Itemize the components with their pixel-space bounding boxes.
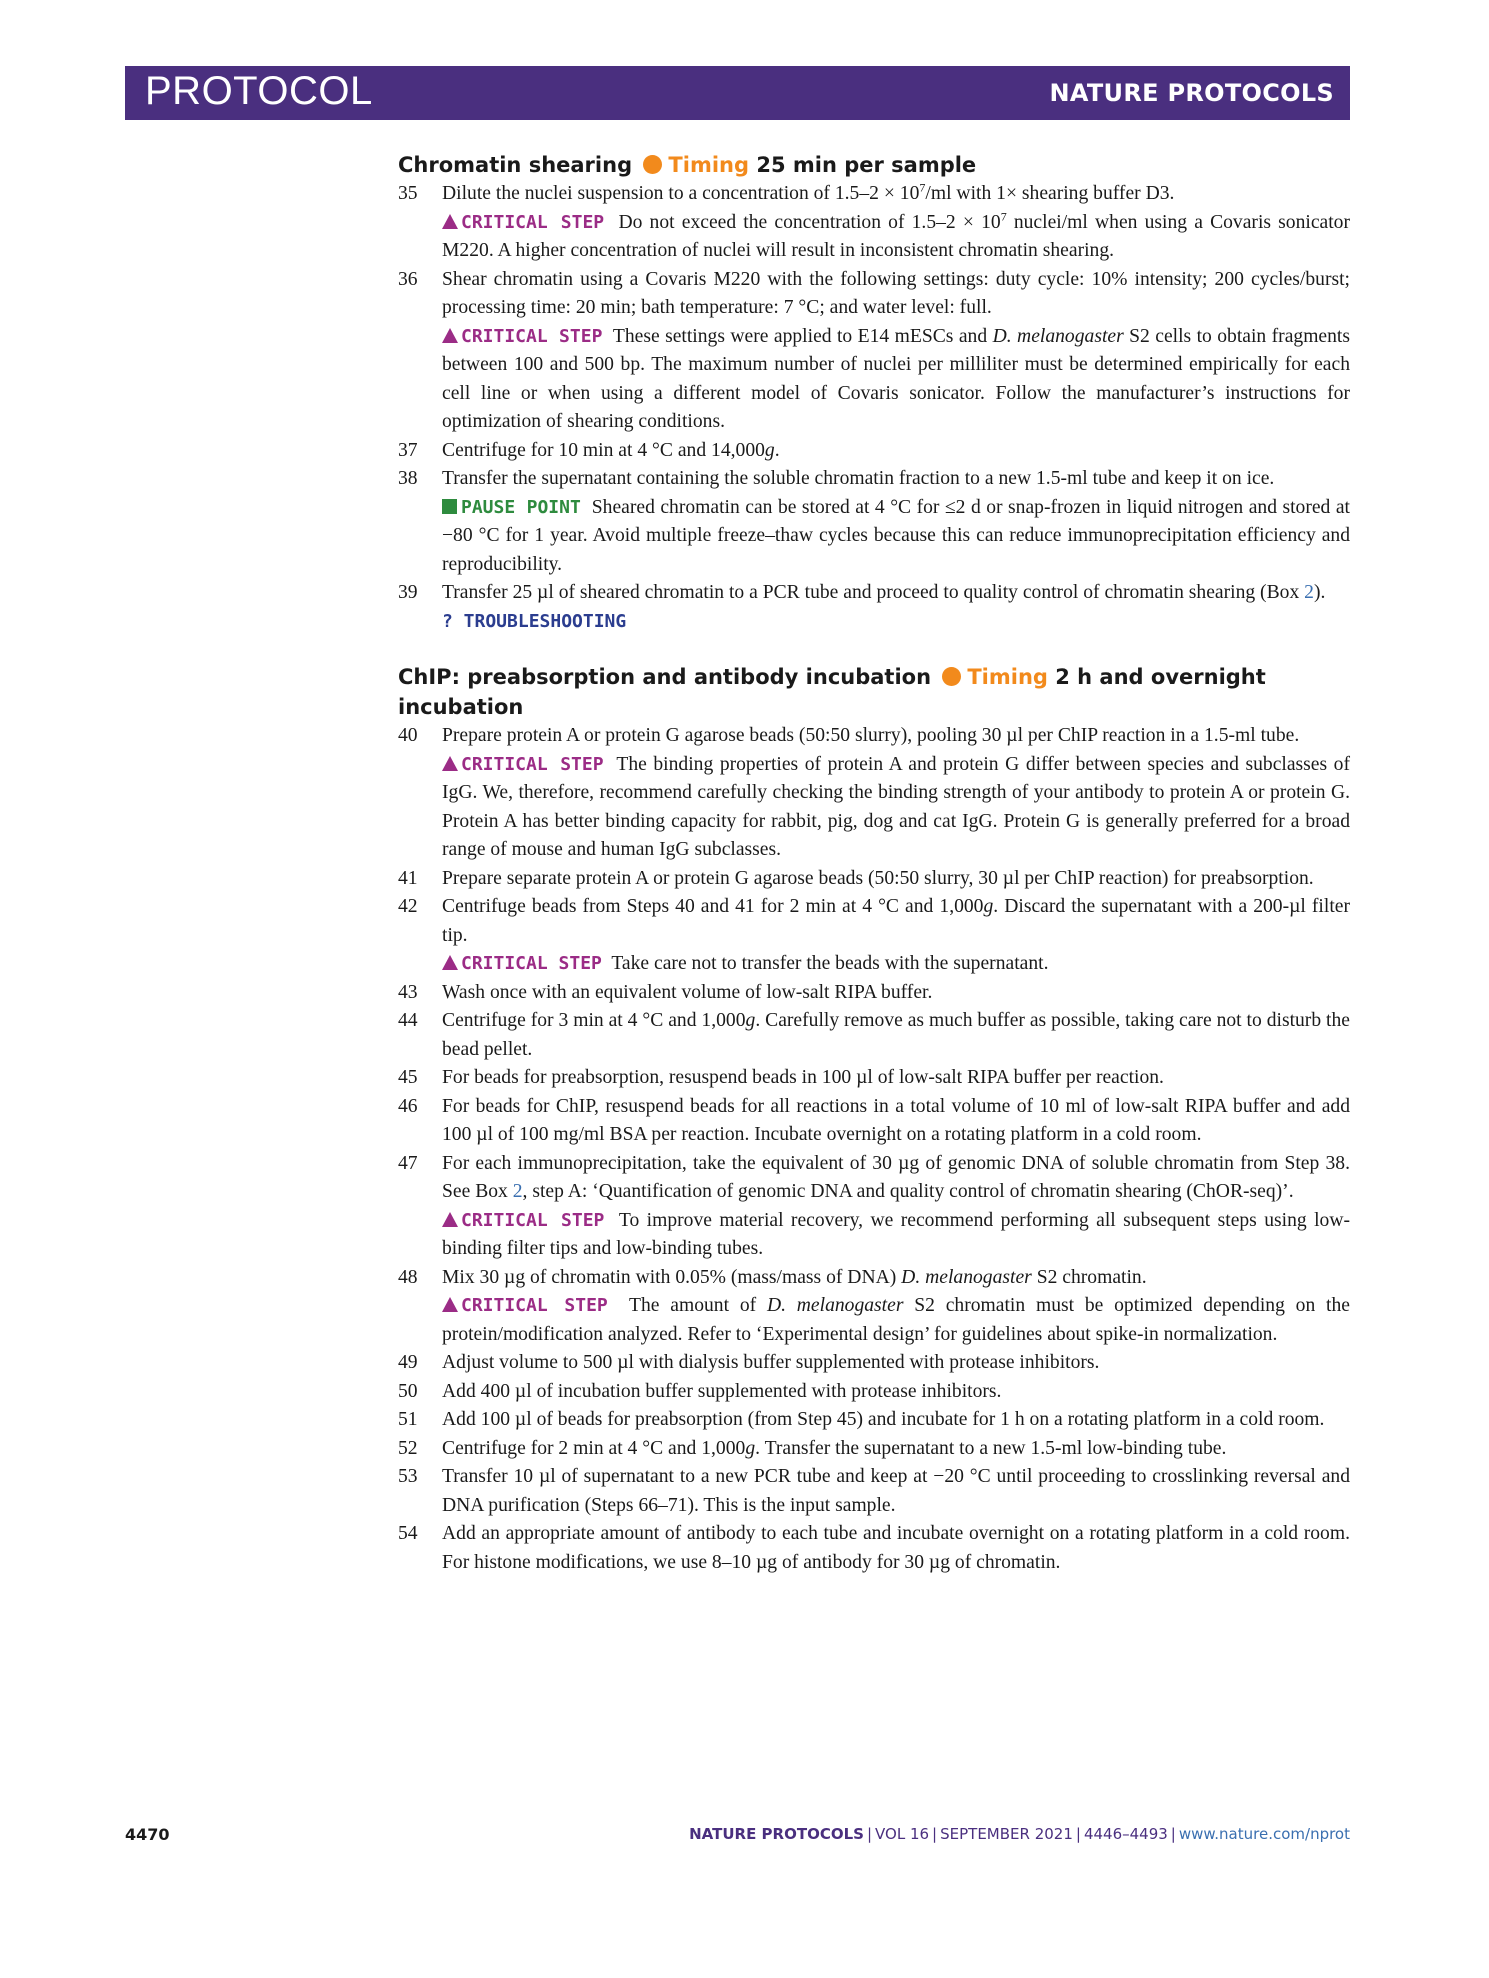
critical-triangle-icon (442, 214, 458, 229)
header-bar (125, 66, 1350, 120)
section-heading-chip-preabsorption: ChIP: preabsorption and antibody incubation Timing 2 h and overnight incubation (398, 665, 1266, 719)
timing-dot-icon (643, 155, 662, 174)
header-journal-name: NATURE PROTOCOLS (1049, 79, 1334, 107)
critical-step-note: CRITICAL STEP To improve material recovery, we recommend performing all subsequent steps using low-binding filter tips and low-binding tubes. (442, 1209, 1350, 1259)
critical-triangle-icon (442, 1212, 458, 1227)
critical-step-note: CRITICAL STEP Do not exceed the concentration of $1.5-2 \times 10^7$ nuclei/ml when using a Covaris sonicator M220. A higher concentration of nuclei will result in inconsistent chromatin shearing. (442, 208, 1350, 261)
step-48: 48 Mix 30 µg of chromatin with 0.05% (mass/mass of DNA) D. melanogaster S2 chromatin. (398, 1266, 1147, 1288)
step-52: 52 Centrifuge for 2 min at 4 °C and 1,000g. Transfer the supernatant to a new 1.5-ml low-binding tube. (398, 1437, 1227, 1459)
pause-square-icon (442, 499, 457, 514)
troubleshooting-link[interactable]: ? TROUBLESHOOTING (442, 610, 627, 632)
step-37: 37 Centrifuge for 10 min at 4 °C and 14,000g. (398, 439, 780, 461)
step-54: 54 Add an appropriate amount of antibody to each tube and incubate overnight on a rotating platform in a cold room. For histone modifications, we use 8–10 µg of antibody for 30 µg of chromatin. (398, 1523, 1350, 1573)
journal-url-link[interactable]: www.nature.com/nprot (1178, 1825, 1350, 1843)
header-section-label: PROTOCOL (145, 69, 373, 113)
critical-step-note: CRITICAL STEP Take care not to transfer the beads with the supernatant. (398, 950, 1350, 979)
critical-triangle-icon (442, 955, 458, 970)
troubleshooting-note (398, 608, 1350, 637)
step-53: 53 Transfer 10 µl of supernatant to a new PCR tube and keep at −20 °C until proceeding to crosslinking reversal and DNA purification (Steps 66–71). This is the input sample. (398, 1466, 1350, 1516)
step-43: 43 Wash once with an equivalent volume of low-salt RIPA buffer. (398, 981, 933, 1003)
box-2-link[interactable]: 2 (512, 1181, 523, 1202)
critical-step-note: CRITICAL STEP The amount of D. melanogaster S2 chromatin must be optimized depending on the protein/modification analyzed. Refer to ‘Experimental design’ for guidelines about spike-in normalization. (442, 1295, 1350, 1345)
step-47: 47 For each immunoprecipitation, take the equivalent of 30 µg of genomic DNA of soluble chromatin from Step 38. See Box 2, step A: ‘Quantification of genomic DNA and quality control of chromatin shearing (ChOR-seq)’. (398, 1152, 1350, 1202)
step-49: 49 Adjust volume to 500 µl with dialysis buffer supplemented with protease inhibitors. (398, 1352, 1100, 1373)
step-51: 51 Add 100 µl of beads for preabsorption (from Step 45) and incubate for 1 h on a rotating platform in a cold room. (398, 1409, 1325, 1430)
step-44: 44 Centrifuge for 3 min at 4 °C and 1,000g. Carefully remove as much buffer as possible, taking care not to disturb the bead pellet. (398, 1010, 1350, 1060)
step-45: 45 For beads for preabsorption, resuspend beads in 100 µl of low-salt RIPA buffer per reaction. (398, 1067, 1164, 1088)
box-2-link[interactable]: 2 (1304, 582, 1314, 603)
pause-point-note: PAUSE POINT Sheared chromatin can be stored at 4 °C for ≤2 d or snap-frozen in liquid nitrogen and stored at −80 °C for 1 year. Avoid multiple freeze–thaw cycles because this can reduce immunoprecipitation efficiency and reproducibility. (442, 496, 1350, 575)
step-42: 42 Centrifuge beads from Steps 40 and 41 for 2 min at 4 °C and 1,000g. Discard the supernatant with a 200-µl filter tip. (398, 896, 1350, 946)
timing-dot-icon (942, 667, 961, 686)
step-40: 40 Prepare protein A or protein G agarose beads (50:50 slurry), pooling 30 µl per ChIP reaction in a 1.5-ml tube. (398, 725, 1300, 746)
section-heading-chromatin-shearing: Chromatin shearing Timing 25 min per sample (398, 153, 977, 177)
step-38: 38 Transfer the supernatant containing the soluble chromatin fraction to a new 1.5-ml tube and keep it on ice. (398, 468, 1275, 489)
page-number: 4470 (125, 1825, 170, 1844)
footer-citation: NATURE PROTOCOLS | VOL 16 | SEPTEMBER 2021 | 4446–4493 | www.nature.com/nprot (689, 1825, 1350, 1843)
protocol-content (398, 150, 1350, 1577)
critical-triangle-icon (442, 756, 458, 771)
step-41: 41 Prepare separate protein A or protein G agarose beads (50:50 slurry, 30 µl per ChIP reaction) for preabsorption. (398, 867, 1314, 889)
critical-triangle-icon (442, 1297, 458, 1312)
step-46: 46 For beads for ChIP, resuspend beads for all reactions in a total volume of 10 ml of low-salt RIPA buffer and add 100 µl of 100 mg/ml BSA per reaction. Incubate overnight on a rotating platform in a cold room. (398, 1095, 1350, 1145)
critical-step-note: CRITICAL STEP These settings were applied to E14 mESCs and D. melanogaster S2 cells to obtain fragments between 100 and 500 bp. The maximum number of nuclei per milliliter must be determined empirically for each cell line or when using a different model of Covaris sonicator. Follow the manufacturer’s instructions for optimization of shearing conditions. (442, 325, 1350, 432)
critical-triangle-icon (442, 328, 458, 343)
step-39: 39 Transfer 25 µl of sheared chromatin to a PCR tube and proceed to quality control of chromatin shearing (Box 2). (398, 582, 1326, 603)
step-36: 36 Shear chromatin using a Covaris M220 with the following settings: duty cycle: 10% intensity; 200 cycles/burst; processing time: 20 min; bath temperature: 7 °C; and water level: full. (398, 268, 1350, 318)
critical-step-note: CRITICAL STEP The binding properties of protein A and protein G differ between species and subclasses of IgG. We, therefore, recommend carefully checking the binding strength of your antibody to protein A or protein G. Protein A has better binding capacity for rabbit, pig, dog and cat IgG. Protein G is generally preferred for a broad range of mouse and human IgG subclasses. (442, 753, 1350, 860)
step-50: 50 Add 400 µl of incubation buffer supplemented with protease inhibitors. (398, 1380, 1002, 1402)
step-35: 35 Dilute the nuclei suspension to a concentration of $1.5-2 \times 10^7/ml$ with 1× shearing buffer D3. (398, 180, 1175, 204)
